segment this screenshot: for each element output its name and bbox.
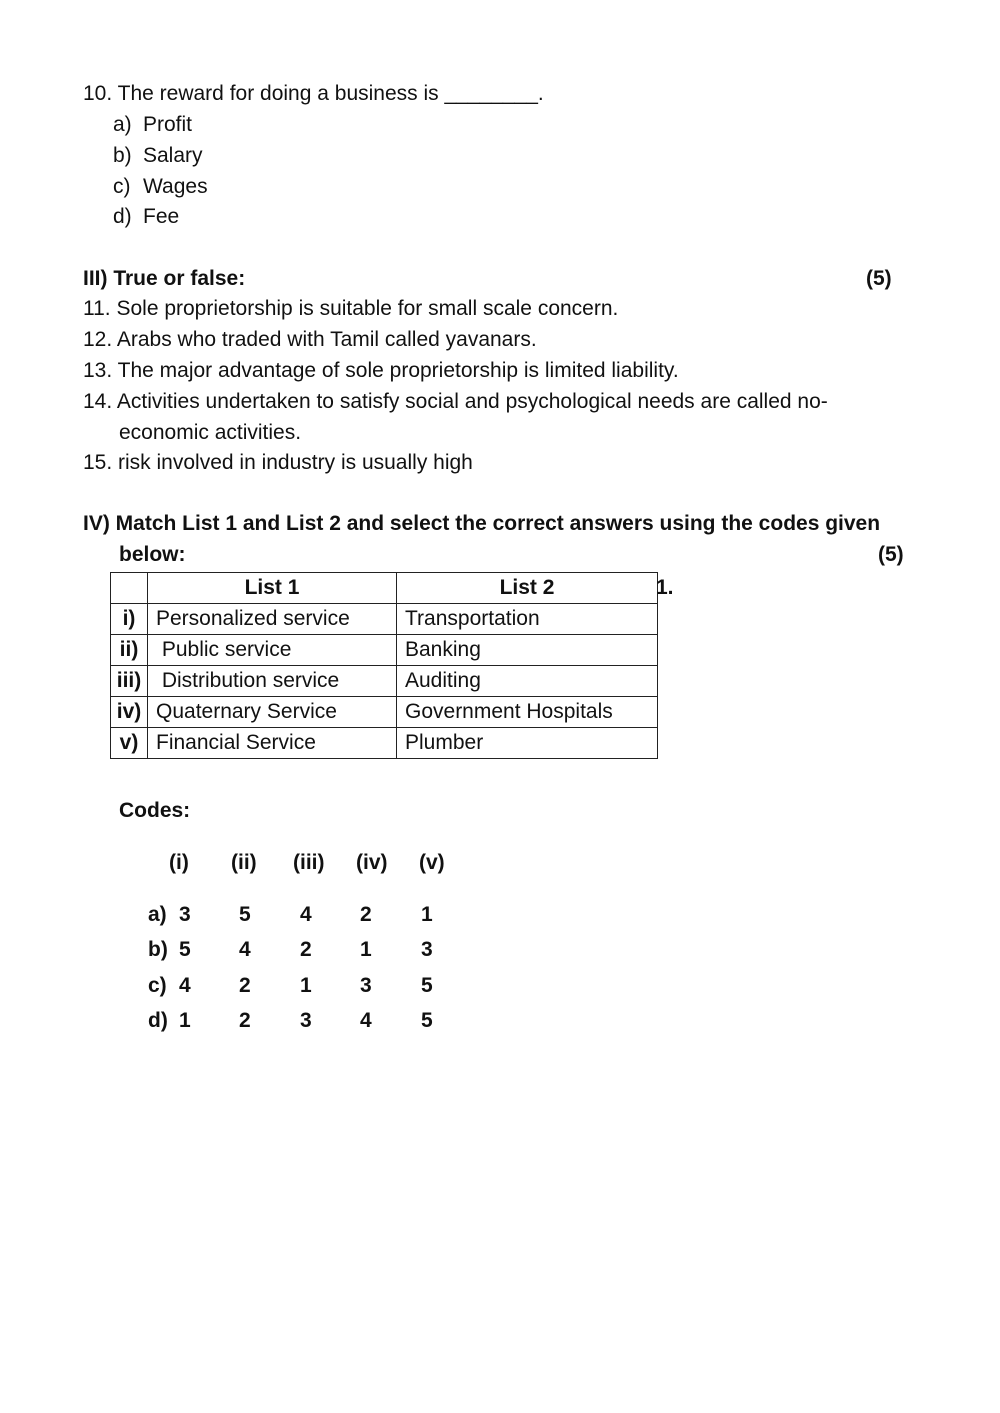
row-number: ii): [111, 635, 148, 666]
tf-item-15: 15. risk involved in industry is usually high: [83, 451, 473, 474]
list-1-cell: Public service: [148, 635, 397, 666]
table-header-row: [111, 573, 658, 604]
codes-row-b: [0, 937, 1000, 963]
codes-row-letter: d): [148, 1009, 168, 1032]
codes-row-c: [0, 973, 1000, 999]
list-1-cell: Distribution service: [148, 666, 397, 697]
codes-value: 4: [179, 974, 191, 997]
codes-row-a: [0, 902, 1000, 928]
section-4-heading: IV) Match List 1 and List 2 and select the correct answers using the codes given: [83, 512, 881, 535]
option-letter: a): [113, 113, 132, 136]
codes-value: 3: [360, 974, 372, 997]
option-letter: b): [113, 144, 132, 167]
codes-value: 1: [421, 903, 433, 926]
table-row: [111, 728, 658, 759]
codes-value: 4: [239, 938, 251, 961]
row-number: iv): [111, 697, 148, 728]
table-header-list-2: List 2: [397, 573, 658, 604]
codes-value: 5: [421, 1009, 433, 1032]
tf-item-13: 13. The major advantage of sole proprietorship is limited liability.: [83, 359, 679, 382]
section-4-marks: (5): [878, 543, 904, 566]
tf-item-11: 11. Sole proprietorship is suitable for small scale concern.: [83, 297, 619, 320]
codes-value: 3: [421, 938, 433, 961]
option-text: Profit: [143, 113, 193, 136]
option-text: Salary: [143, 144, 203, 167]
row-number: v): [111, 728, 148, 759]
codes-col-header: (v): [419, 851, 445, 874]
list-2-cell: Transportation: [397, 604, 658, 635]
codes-col-header: (i): [169, 851, 189, 874]
codes-row-d: [0, 1008, 1000, 1034]
codes-value: 2: [300, 938, 312, 961]
codes-value: 2: [239, 1009, 251, 1032]
option-text: Fee: [143, 205, 180, 228]
codes-value: 4: [360, 1009, 372, 1032]
section-4-heading-continued: below:: [119, 543, 186, 566]
section-3-marks: (5): [866, 267, 892, 290]
codes-value: 1: [179, 1009, 191, 1032]
codes-row-letter: c): [148, 974, 167, 997]
q10-option-c: [113, 174, 208, 200]
tf-item-12: 12. Arabs who traded with Tamil called yavanars.: [83, 328, 537, 351]
section-3-heading: III) True or false:: [83, 267, 246, 290]
table-row: [111, 697, 658, 728]
codes-value: 1: [360, 938, 372, 961]
codes-value: 5: [239, 903, 251, 926]
q10-option-d: [113, 204, 179, 230]
codes-col-header: (iv): [356, 851, 388, 874]
row-number: iii): [111, 666, 148, 697]
codes-header-row: [0, 850, 1000, 876]
codes-value: 3: [179, 903, 191, 926]
q10-option-a: [113, 112, 192, 138]
list-1-cell: Personalized service: [148, 604, 397, 635]
codes-value: 5: [421, 974, 433, 997]
codes-value: 2: [360, 903, 372, 926]
list-1-cell: Quaternary Service: [148, 697, 397, 728]
codes-value: 1: [300, 974, 312, 997]
list-1-cell: Financial Service: [148, 728, 397, 759]
codes-value: 2: [239, 974, 251, 997]
option-letter: d): [113, 205, 132, 228]
codes-value: 5: [179, 938, 191, 961]
codes-value: 3: [300, 1009, 312, 1032]
list-2-cell: Auditing: [397, 666, 658, 697]
match-table: [110, 572, 658, 759]
codes-col-header: (iii): [293, 851, 325, 874]
codes-col-header: (ii): [231, 851, 257, 874]
stray-number-mark: 1.: [656, 576, 674, 599]
table-header-list-1: List 1: [148, 573, 397, 604]
question-10: 10. The reward for doing a business is ________.: [83, 82, 544, 105]
list-2-cell: Plumber: [397, 728, 658, 759]
table-row: [111, 635, 658, 666]
codes-row-letter: b): [148, 938, 168, 961]
tf-item-14-continued: economic activities.: [119, 421, 302, 444]
option-letter: c): [113, 175, 131, 198]
codes-value: 4: [300, 903, 312, 926]
codes-row-letter: a): [148, 903, 167, 926]
q10-option-b: [113, 143, 203, 169]
list-2-cell: Government Hospitals: [397, 697, 658, 728]
option-text: Wages: [143, 175, 208, 198]
row-number: i): [111, 604, 148, 635]
table-row: [111, 666, 658, 697]
table-row: [111, 604, 658, 635]
codes-label: Codes:: [119, 799, 191, 822]
list-2-cell: Banking: [397, 635, 658, 666]
table-header-blank: [111, 573, 148, 604]
tf-item-14: 14. Activities undertaken to satisfy social and psychological needs are called no-: [83, 390, 828, 413]
